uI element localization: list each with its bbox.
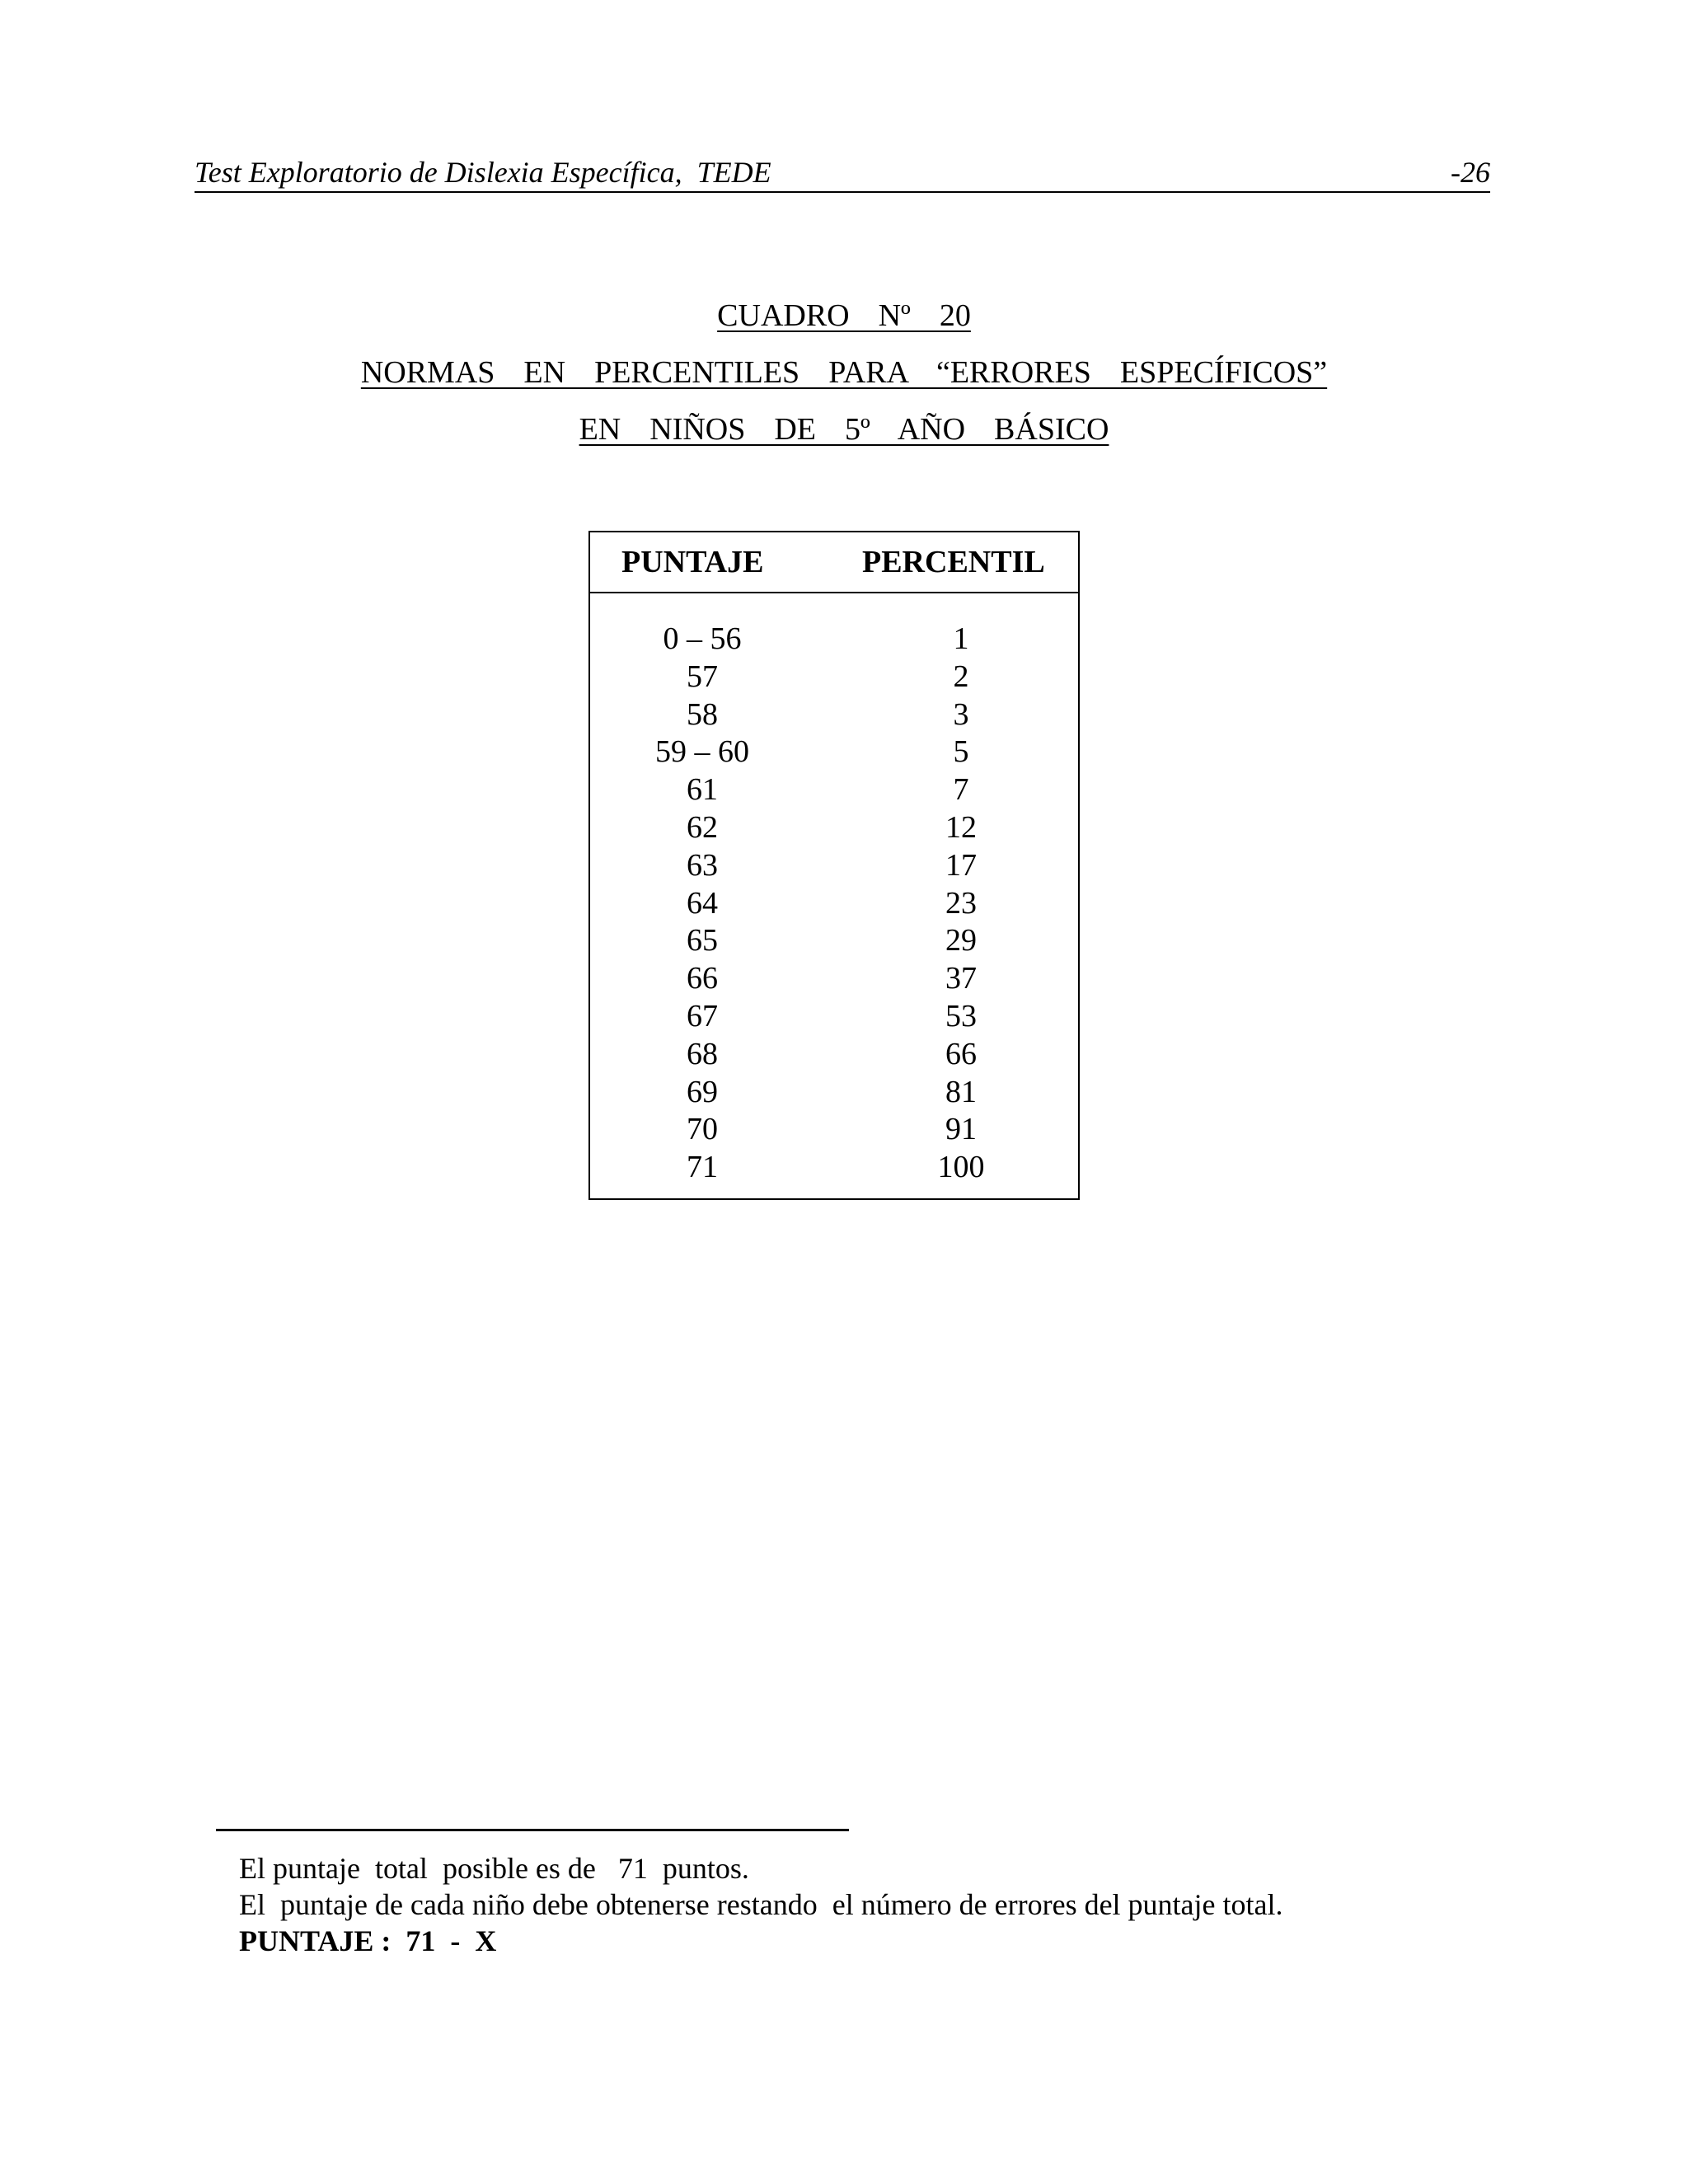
cell-puntaje: 58 [687, 696, 718, 732]
cell-percentil: 91 [945, 1112, 977, 1147]
cell-percentil: 29 [945, 923, 977, 958]
cell-puntaje: 64 [687, 885, 718, 921]
percentile-norms-table [588, 531, 1080, 1200]
cell-puntaje: 66 [687, 961, 718, 996]
table-row [590, 696, 1078, 733]
header-percentil: PERCENTIL [862, 545, 1045, 579]
cell-percentil: 3 [953, 696, 969, 732]
cell-puntaje: 57 [687, 658, 718, 694]
table-row [590, 921, 1078, 959]
caption-line-1 [0, 293, 1688, 350]
cell-percentil: 81 [945, 1074, 977, 1109]
cell-percentil: 7 [953, 772, 969, 808]
table-row [590, 620, 1078, 658]
cell-puntaje: 68 [687, 1036, 718, 1071]
footnote-instruction: El puntaje de cada niño debe obtenerse restando el número de errores del puntaje total. [239, 1888, 1283, 1921]
cell-puntaje: 63 [687, 847, 718, 883]
table-row [590, 1110, 1078, 1148]
table-header [590, 532, 1078, 593]
cell-percentil: 53 [945, 998, 977, 1033]
table-row [590, 808, 1078, 846]
cell-puntaje: 70 [687, 1112, 718, 1147]
cell-puntaje: 69 [687, 1074, 718, 1109]
cell-puntaje: 62 [687, 809, 718, 845]
table-body [590, 620, 1078, 1186]
footnote-total: El puntaje total posible es de 71 puntos. [239, 1852, 749, 1885]
cell-percentil: 66 [945, 1036, 977, 1071]
footnote [239, 1850, 1283, 1959]
table-row [590, 884, 1078, 922]
table-row [590, 1035, 1078, 1073]
table-row [590, 846, 1078, 884]
cell-percentil: 23 [945, 885, 977, 921]
cell-puntaje: 0 – 56 [663, 621, 742, 656]
table-row [590, 733, 1078, 771]
cell-percentil: 37 [945, 961, 977, 996]
cuadro-number: CUADRO Nº 20 [717, 298, 971, 333]
cell-puntaje: 61 [687, 772, 718, 808]
cell-percentil: 2 [953, 658, 969, 694]
caption-line-3 [0, 407, 1688, 464]
footnote-formula: PUNTAJE : 71 - X [239, 1924, 497, 1957]
table-row [590, 658, 1078, 696]
cell-puntaje: 59 – 60 [655, 734, 749, 770]
table-caption [0, 293, 1688, 464]
table-row [590, 771, 1078, 808]
cell-puntaje: 65 [687, 923, 718, 958]
page-number: -26 [1451, 156, 1490, 189]
table-row [590, 959, 1078, 997]
cell-percentil: 1 [953, 621, 969, 656]
running-header [195, 153, 1490, 193]
cell-percentil: 100 [937, 1150, 985, 1185]
footnote-separator [216, 1829, 849, 1831]
cell-puntaje: 67 [687, 998, 718, 1033]
cell-percentil: 5 [953, 734, 969, 770]
table-row [590, 997, 1078, 1035]
cell-percentil: 17 [945, 847, 977, 883]
header-puntaje: PUNTAJE [621, 545, 764, 579]
cell-puntaje: 71 [687, 1150, 718, 1185]
cell-percentil: 12 [945, 809, 977, 845]
table-row [590, 1073, 1078, 1111]
cuadro-title: NORMAS EN PERCENTILES PARA “ERRORES ESPECÍFICOS” [360, 355, 1328, 390]
header-title: Test Exploratorio de Dislexia Específica, TEDE [195, 156, 771, 189]
cuadro-subtitle: EN NIÑOS DE 5º AÑO BÁSICO [579, 412, 1109, 447]
table-row [590, 1148, 1078, 1186]
caption-line-2 [0, 350, 1688, 407]
